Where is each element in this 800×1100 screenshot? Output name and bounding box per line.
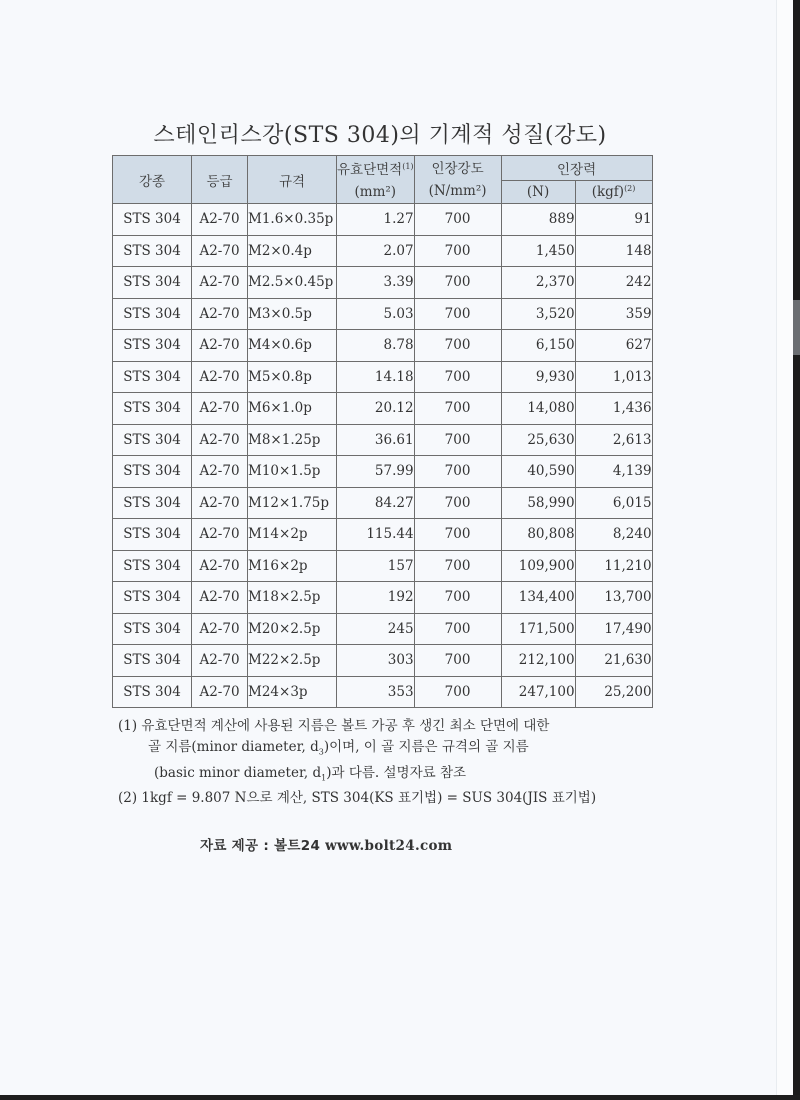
cell-strength: 700 <box>414 645 501 677</box>
table-row <box>113 613 653 645</box>
cell-area: 2.07 <box>337 235 415 267</box>
cell-force-kgf: 242 <box>575 267 652 299</box>
cell-grade: STS 304 <box>113 519 192 551</box>
cell-class: A2-70 <box>192 204 248 236</box>
subscript: 3 <box>318 747 324 757</box>
cell-class: A2-70 <box>192 330 248 362</box>
cell-area: 3.39 <box>337 267 415 299</box>
cell-spec: M14×2p <box>248 519 337 551</box>
cell-area: 192 <box>337 582 415 614</box>
cell-grade: STS 304 <box>113 582 192 614</box>
cell-force-n: 1,450 <box>501 235 575 267</box>
cell-strength: 700 <box>414 393 501 425</box>
cell-class: A2-70 <box>192 424 248 456</box>
cell-strength: 700 <box>414 676 501 708</box>
cell-class: A2-70 <box>192 235 248 267</box>
cell-grade: STS 304 <box>113 613 192 645</box>
cell-area: 36.61 <box>337 424 415 456</box>
cell-force-kgf: 21,630 <box>575 645 652 677</box>
cell-class: A2-70 <box>192 456 248 488</box>
cell-force-kgf: 13,700 <box>575 582 652 614</box>
cell-class: A2-70 <box>192 393 248 425</box>
footnote-2: (2) 1kgf = 9.807 N으로 계산, STS 304(KS 표기법) = SUS 304(JIS 표기법) <box>118 790 597 807</box>
strength-table <box>112 155 653 708</box>
cell-class: A2-70 <box>192 645 248 677</box>
cell-area: 8.78 <box>337 330 415 362</box>
source-label: 자료 제공 : 볼트24 <box>200 838 326 854</box>
table-row <box>113 456 653 488</box>
cell-force-n: 9,930 <box>501 361 575 393</box>
cell-spec: M8×1.25p <box>248 424 337 456</box>
table-row <box>113 645 653 677</box>
cell-force-kgf: 17,490 <box>575 613 652 645</box>
cell-force-kgf: 11,210 <box>575 550 652 582</box>
table-row <box>113 393 653 425</box>
footnote-text: (basic minor diameter, d <box>154 764 322 781</box>
table-header-row <box>113 156 653 181</box>
table-row <box>113 424 653 456</box>
cell-force-n: 171,500 <box>501 613 575 645</box>
cell-class: A2-70 <box>192 487 248 519</box>
table-body <box>113 204 653 708</box>
table-row <box>113 676 653 708</box>
footnote-text: )이며, 이 골 지름은 규격의 골 지름 <box>323 739 529 755</box>
cell-strength: 700 <box>414 519 501 551</box>
cell-force-n: 40,590 <box>501 456 575 488</box>
cell-spec: M22×2.5p <box>248 645 337 677</box>
header-effective-area <box>337 156 415 204</box>
cell-area: 57.99 <box>337 456 415 488</box>
cell-grade: STS 304 <box>113 235 192 267</box>
cell-strength: 700 <box>414 330 501 362</box>
cell-grade: STS 304 <box>113 456 192 488</box>
header-tensile-force-kgf <box>575 181 652 204</box>
footnote-1-line-2 <box>118 737 596 763</box>
cell-grade: STS 304 <box>113 204 192 236</box>
table-row <box>113 582 653 614</box>
cell-class: A2-70 <box>192 613 248 645</box>
header-tensile-strength <box>414 156 501 204</box>
cell-force-kgf: 8,240 <box>575 519 652 551</box>
table-row <box>113 550 653 582</box>
cell-class: A2-70 <box>192 298 248 330</box>
cell-force-n: 3,520 <box>501 298 575 330</box>
table-row <box>113 235 653 267</box>
cell-strength: 700 <box>414 487 501 519</box>
cell-force-kgf: 2,613 <box>575 424 652 456</box>
table-row <box>113 487 653 519</box>
cell-strength: 700 <box>414 267 501 299</box>
cell-force-n: 80,808 <box>501 519 575 551</box>
cell-force-n: 109,900 <box>501 550 575 582</box>
table-row <box>113 519 653 551</box>
source-credit <box>200 834 452 854</box>
table-row <box>113 361 653 393</box>
cell-grade: STS 304 <box>113 645 192 677</box>
cell-area: 303 <box>337 645 415 677</box>
table-row <box>113 204 653 236</box>
cell-force-n: 58,990 <box>501 487 575 519</box>
cell-spec: M3×0.5p <box>248 298 337 330</box>
cell-strength: 700 <box>414 424 501 456</box>
page-edge <box>776 0 793 1095</box>
header-tensile-force-n: (N) <box>501 181 575 204</box>
cell-spec: M2.5×0.45p <box>248 267 337 299</box>
cell-area: 157 <box>337 550 415 582</box>
cell-strength: 700 <box>414 235 501 267</box>
table-row <box>113 298 653 330</box>
cell-force-n: 25,630 <box>501 424 575 456</box>
footnote-text: )과 다름. 설명자료 참조 <box>326 764 467 781</box>
source-url: www.bolt24.com <box>325 838 453 854</box>
cell-force-kgf: 1,013 <box>575 361 652 393</box>
cell-spec: M12×1.75p <box>248 487 337 519</box>
header-grade-type: 강종 <box>113 156 192 204</box>
cell-grade: STS 304 <box>113 393 192 425</box>
scanner-edge-bottom <box>0 1095 800 1100</box>
cell-force-kgf: 627 <box>575 330 652 362</box>
table-row <box>113 330 653 362</box>
cell-area: 245 <box>337 613 415 645</box>
cell-grade: STS 304 <box>113 424 192 456</box>
cell-grade: STS 304 <box>113 550 192 582</box>
cell-grade: STS 304 <box>113 676 192 708</box>
cell-spec: M10×1.5p <box>248 456 337 488</box>
cell-spec: M5×0.8p <box>248 361 337 393</box>
cell-spec: M6×1.0p <box>248 393 337 425</box>
cell-class: A2-70 <box>192 519 248 551</box>
footnote-1-line-3 <box>118 763 596 789</box>
footnote-ref-2: (2) <box>624 184 636 194</box>
page-title: 스테인리스강(STS 304)의 기계적 성질(강도) <box>153 123 607 148</box>
cell-grade: STS 304 <box>113 330 192 362</box>
footnote-text: 골 지름(minor diameter, d <box>148 739 319 755</box>
cell-force-n: 2,370 <box>501 267 575 299</box>
cell-force-kgf: 91 <box>575 204 652 236</box>
cell-force-kgf: 4,139 <box>575 456 652 488</box>
scanner-edge-mark <box>793 300 800 355</box>
cell-strength: 700 <box>414 582 501 614</box>
cell-area: 353 <box>337 676 415 708</box>
cell-force-n: 134,400 <box>501 582 575 614</box>
cell-area: 14.18 <box>337 361 415 393</box>
header-tensile-strength-label: 인장강도 <box>431 160 484 177</box>
cell-strength: 700 <box>414 298 501 330</box>
cell-force-kgf: 1,436 <box>575 393 652 425</box>
cell-force-n: 247,100 <box>501 676 575 708</box>
cell-grade: STS 304 <box>113 487 192 519</box>
header-effective-area-label: 유효단면적 <box>337 162 403 178</box>
scanner-edge-right <box>793 0 800 1100</box>
cell-spec: M1.6×0.35p <box>248 204 337 236</box>
cell-force-kgf: 6,015 <box>575 487 652 519</box>
cell-class: A2-70 <box>192 267 248 299</box>
cell-force-kgf: 25,200 <box>575 676 652 708</box>
cell-grade: STS 304 <box>113 361 192 393</box>
cell-area: 84.27 <box>337 487 415 519</box>
cell-spec: M16×2p <box>248 550 337 582</box>
cell-strength: 700 <box>414 361 501 393</box>
header-tensile-force: 인장력 <box>501 156 652 181</box>
cell-strength: 700 <box>414 550 501 582</box>
cell-grade: STS 304 <box>113 298 192 330</box>
cell-spec: M20×2.5p <box>248 613 337 645</box>
header-effective-area-unit: (mm²) <box>354 184 397 200</box>
cell-spec: M4×0.6p <box>248 330 337 362</box>
cell-class: A2-70 <box>192 550 248 582</box>
cell-class: A2-70 <box>192 361 248 393</box>
footnote-ref-1: (1) <box>402 162 414 171</box>
header-property-class: 등급 <box>192 156 248 204</box>
table-row <box>113 267 653 299</box>
footnote-1-line-1: (1) 유효단면적 계산에 사용된 지름은 볼트 가공 후 생긴 최소 단면에 대한 <box>118 718 550 734</box>
cell-spec: M2×0.4p <box>248 235 337 267</box>
header-tensile-strength-unit: (N/mm²) <box>428 182 487 199</box>
cell-spec: M24×3p <box>248 676 337 708</box>
cell-force-n: 6,150 <box>501 330 575 362</box>
cell-area: 115.44 <box>337 519 415 551</box>
header-spec: 규격 <box>248 156 337 204</box>
cell-area: 1.27 <box>337 204 415 236</box>
cell-spec: M18×2.5p <box>248 582 337 614</box>
header-kgf-label: (kgf) <box>591 184 625 201</box>
cell-strength: 700 <box>414 613 501 645</box>
subscript: 1 <box>321 773 327 783</box>
cell-strength: 700 <box>414 204 501 236</box>
cell-area: 20.12 <box>337 393 415 425</box>
cell-grade: STS 304 <box>113 267 192 299</box>
cell-force-kgf: 359 <box>575 298 652 330</box>
cell-area: 5.03 <box>337 298 415 330</box>
cell-force-n: 14,080 <box>501 393 575 425</box>
cell-force-n: 212,100 <box>501 645 575 677</box>
cell-force-kgf: 148 <box>575 235 652 267</box>
footnotes <box>118 716 596 809</box>
cell-force-n: 889 <box>501 204 575 236</box>
cell-strength: 700 <box>414 456 501 488</box>
cell-class: A2-70 <box>192 676 248 708</box>
cell-class: A2-70 <box>192 582 248 614</box>
